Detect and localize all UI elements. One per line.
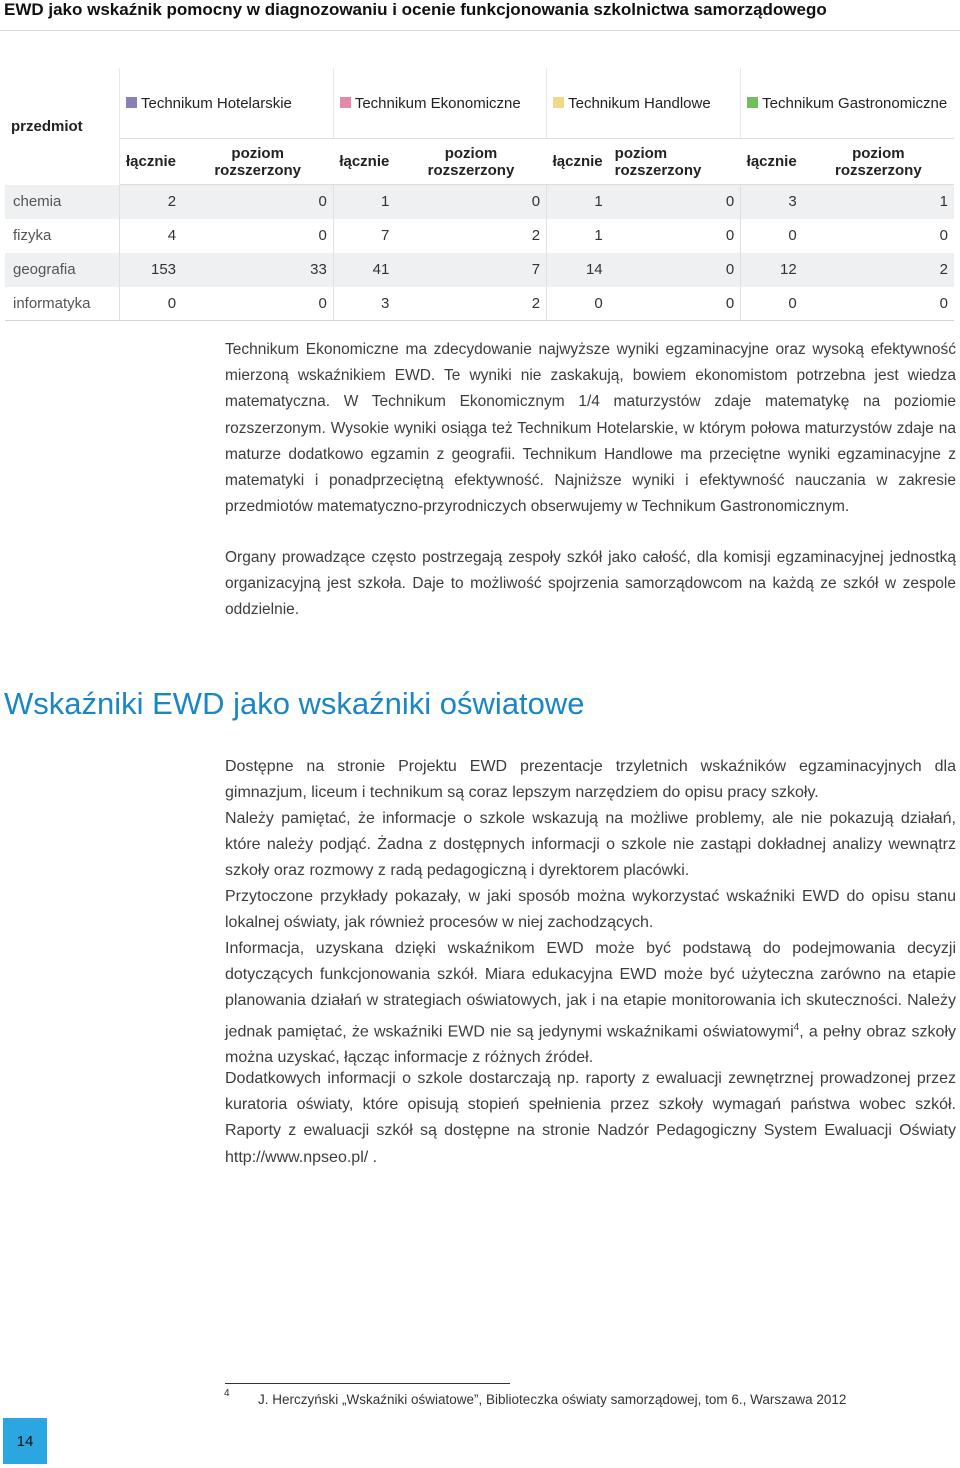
table-cell: 1	[547, 185, 609, 219]
table-cell: 41	[333, 253, 395, 287]
subject-header: przedmiot	[5, 68, 120, 185]
row-subject: geografia	[5, 253, 120, 287]
sub-header-total: łącznie	[120, 139, 183, 185]
section-paragraph: Dodatkowych informacji o szkole dostarczają np. raporty z ewaluacji zewnętrznej prowadzonej przez kuratoria oświaty, które opisują stopień spełnienia przez szkoły wymagań państwa wobec szkół. Raporty z ewaluacji szkół są dostępne na stronie Nadzór Pedagogiczny System Ewaluacji Oświaty http://www.npseo.pl/ .	[225, 1070, 956, 1166]
table-cell: 0	[609, 185, 741, 219]
table-cell: 1	[594, 227, 603, 244]
table-cell: 2	[803, 253, 954, 287]
table-cell: 0	[609, 219, 741, 253]
table-cell: 0	[609, 253, 741, 287]
table-cell: 7	[395, 253, 546, 287]
table-cell: 0	[788, 227, 797, 244]
table-cell: 0	[182, 185, 333, 219]
table-bottom-rule	[5, 320, 954, 321]
page-number-badge	[3, 1418, 47, 1464]
table-row	[5, 287, 954, 321]
sub-header-total: łącznie	[741, 139, 803, 185]
table-cell: 2	[120, 185, 183, 219]
legend-swatch-icon	[126, 97, 137, 108]
table-cell: 0	[788, 295, 797, 312]
row-subject: informatyka	[5, 287, 120, 321]
row-subject: chemia	[5, 185, 120, 219]
table-cell: 4	[167, 227, 177, 244]
sub-header-extended: poziom rozszerzony	[803, 139, 954, 185]
footnote-text: J. Herczyński „Wskaźniki oświatowe”, Biblioteczka oświaty samorządowej, tom 6., Warszawa 2012	[258, 1392, 847, 1407]
footnote-number: 4	[224, 1388, 230, 1399]
table-cell: 0	[609, 287, 741, 321]
table-cell: 0	[939, 227, 948, 244]
legend-swatch-icon	[553, 97, 564, 108]
table-cell: 1	[803, 185, 954, 219]
footnote-rule	[225, 1383, 510, 1384]
table-cell: 0	[182, 219, 333, 253]
section-title: Wskaźniki EWD jako wskaźniki oświatowe	[4, 686, 585, 721]
footnote-ref: 4	[793, 1021, 800, 1033]
page-number: 14	[16, 1432, 34, 1450]
school-header-hotelarskie: Technikum Hotelarskie	[120, 68, 334, 139]
sub-header-extended: poziom rozszerzony	[182, 139, 333, 185]
body-paragraph: Organy prowadzące często postrzegają zespoły szkół jako całość, dla komisji egzaminacyjnej jednostką organizacyjną jest szkoła. Daje to możliwość spojrzenia samorządowcom na każdą ze szkół w zespole oddzielnie.	[225, 549, 956, 619]
page-header-title: EWD jako wskaźnik pomocny w diagnozowaniu i ocenie funkcjonowania szkolnictwa samorządowego	[4, 0, 827, 19]
table-cell: 0	[167, 295, 177, 312]
table-cell: 0	[939, 295, 948, 312]
table-cell: 3	[741, 185, 803, 219]
sub-header-extended: poziom rozszerzony	[395, 139, 546, 185]
section-paragraph: Dostępne na stronie Projektu EWD prezentacje trzyletnich wskaźników egzaminacyjnych dla gimnazjum, liceum i technikum są coraz lepszym narzędziem do opisu pracy szkoły.	[225, 758, 956, 802]
table-cell: 14	[547, 253, 609, 287]
section-paragraph: Przytoczone przykłady pokazały, w jaki sposób można wykorzystać wskaźniki EWD do opisu stanu lokalnej oświaty, jak również procesów w niej zachodzących.	[225, 888, 956, 932]
table-cell: 12	[741, 253, 803, 287]
table-cell: 153	[120, 253, 183, 287]
body-paragraph: Technikum Ekonomiczne ma zdecydowanie najwyższe wyniki egzaminacyjne oraz wysoką efektywność mierzoną wskaźnikiem EWD. Te wyniki nie zaskakują, bowiem ekonomistom potrzebna jest wiedza matematyczna. W Technikum Ekonomicznym 1/4 maturzystów zdaje matematykę na poziomie rozszerzonym. Wysokie wyniki osiąga też Technikum Hotelarskie, w którym połowa maturzystów zdaje na maturze dodatkowo egzamin z geografii. Technikum Handlowe ma przeciętne wyniki egzaminacyjne z matematyki i ponadprzeciętną efektywność. Najniższe wyniki i efektywność nauczania w zakresie przedmiotów matematyczno-przyrodniczych obserwujemy w Technikum Gastronomicznym.	[225, 341, 956, 516]
sub-header-total: łącznie	[333, 139, 395, 185]
section-paragraph: Należy pamiętać, że informacje o szkole wskazują na możliwe problemy, ale nie pokazują działań, które należy podjąć. Żadna z dostępnych informacji o szkole nie zastąpi dokładnej analizy wewnątrz szkoły oraz rozmowy z radą pedagogiczną i dyrektorem placówki.	[225, 810, 956, 880]
table-cell: 0	[395, 185, 546, 219]
table-cell: 2	[395, 219, 546, 253]
row-subject: fizyka	[5, 219, 120, 253]
legend-swatch-icon	[747, 97, 758, 108]
header-divider	[0, 30, 960, 31]
table-cell: 3	[381, 295, 390, 312]
school-header-gastronomiczne: Technikum Gastronomiczne	[741, 68, 954, 139]
school-header-ekonomiczne: Technikum Ekonomiczne	[333, 68, 546, 139]
table-row	[5, 253, 954, 287]
table-cell: 7	[381, 227, 390, 244]
table-cell: 0	[594, 295, 603, 312]
table-row	[5, 185, 954, 219]
section-paragraph: Informacja, uzyskana dzięki wskaźnikom EWD może być podstawą do podejmowania decyzji dotyczących funkcjonowania szkół. Miara edukacyjna EWD może być użyteczna zarówno na etapie planowania działań w strategiach oświatowych, jak i na etapie monitorowania ich skuteczności. Należy jednak pamiętać, że wskaźniki EWD nie są jedynymi wskaźnikami oświatowymi$^4$, a pełny obraz szkoły można uzyskać, łącząc informacje z różnych źródeł.	[225, 940, 956, 1067]
table-cell: 33	[182, 253, 333, 287]
school-header-handlowe: Technikum Handlowe	[547, 68, 741, 139]
sub-header-total: łącznie	[547, 139, 609, 185]
table-row	[5, 219, 954, 253]
results-table	[5, 68, 954, 321]
sub-header-extended: poziom rozszerzony	[609, 139, 741, 185]
table-cell: 0	[182, 287, 333, 321]
table-cell: 1	[333, 185, 395, 219]
legend-swatch-icon	[340, 97, 351, 108]
table-cell: 2	[395, 287, 546, 321]
